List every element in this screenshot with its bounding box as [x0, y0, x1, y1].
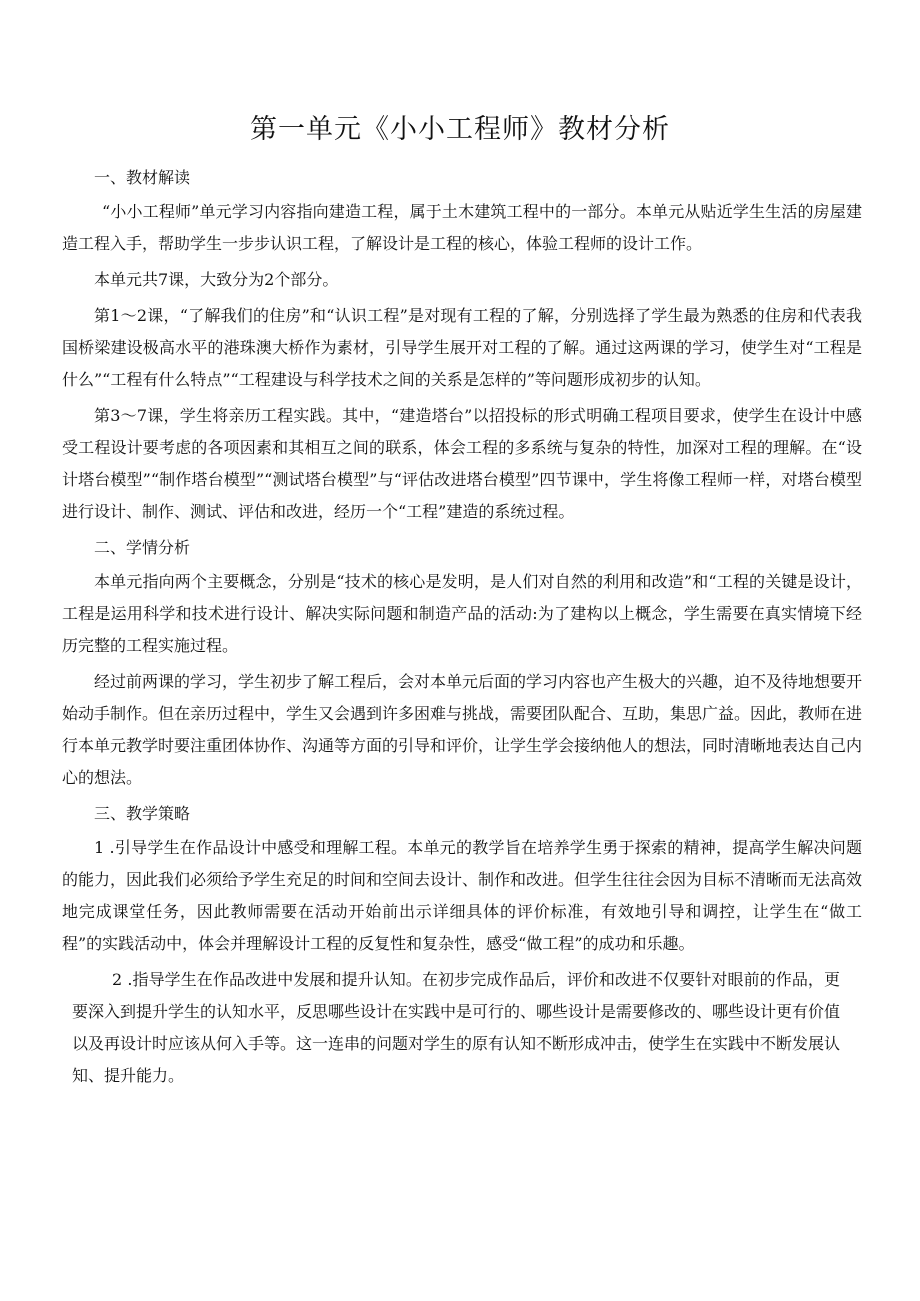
paragraph-lesson-count: 本单元共7课，大致分为2个部分。: [94, 270, 339, 289]
paragraph-student-interest: 经过前两课的学习，学生初步了解工程后，会对本单元后面的学习内容也产生极大的兴趣，迫不及待地想要开始动手制作。但在亲历过程中，学生又会遇到许多困难与挑战，需要团队配合、互助，集思广益。因此，教师在进行本单元教学时要注重团体协作、沟通等方面的引导和评价，让学生学会接纳他人的想法，同时清晰地表达自己内心的想法。: [62, 672, 863, 787]
paragraph-strategy-2: 2 .指导学生在作品改进中发展和提升认知。在初步完成作品后，评价和改进不仅要针对眼前的作品，更要深入到提升学生的认知水平，反思哪些设计在实践中是可行的、哪些设计是需要修改的、哪些设计更有价值以及再设计时应该从何入手等。这一连串的问题对学生的原有认知不断形成冲击，使学生在实践中不断发展认知、提升能力。: [72, 970, 841, 1085]
paragraph-lessons-1-2: 第1〜2课，“了解我们的住房”和“认识工程”是对现有工程的了解，分别选择了学生最为熟悉的住房和代表我国桥梁建设极高水平的港珠澳大桥作为素材，引导学生展开对工程的了解。通过这两课的学习，使学生对“工程是什么”“工程有什么特点”“工程建设与科学技术之间的关系是怎样的”等问题形成初步的认知。: [62, 306, 862, 389]
paragraph-main-concepts: 本单元指向两个主要概念，分别是“技术的核心是发明，是人们对自然的利用和改造”和“工程的关键是设计，工程是运用科学和技术进行设计、解决实际问题和制造产品的活动:为了建构以上概念，学生需要在真实情境下经历完整的工程实施过程。: [62, 572, 862, 655]
section-heading-teaching-strategy: 三、教学策略: [94, 804, 191, 823]
paragraph-unit-overview: “小小工程师”单元学习内容指向建造工程，属于土木建筑工程中的一部分。本单元从贴近学生生活的房屋建造工程入手，帮助学生一步步认识工程，了解设计是工程的核心，体验工程师的设计工作。: [62, 202, 862, 253]
paragraph-lessons-3-7: 第3〜7课，学生将亲历工程实践。其中，“建造塔台”以招投标的形式明确工程项目要求，使学生在设计中感受工程设计要考虑的各项因素和其相互之间的联系，体会工程的多系统与复杂的特性，加深对工程的理解。在“设计塔台模型”“制作塔台模型”“测试塔台模型”与“评估改进塔台模型”四节课中，学生将像工程师一样，对塔台模型进行设计、制作、测试、评估和改进，经历一个“工程”建造的系统过程。: [62, 406, 862, 521]
section-heading-textbook-interpretation: 一、教材解读: [94, 168, 191, 187]
paragraph-strategy-1: 1 .引导学生在作品设计中感受和理解工程。本单元的教学旨在培养学生勇于探索的精神，提高学生解决问题的能力，因此我们必须给予学生充足的时间和空间去设计、制作和改进。但学生往往会因为目标不清晰而无法高效地完成课堂任务，因此教师需要在活动开始前出示详细具体的评价标准，有效地引导和调控，让学生在“做工程”的实践活动中，体会并理解设计工程的反复性和复杂性，感受“做工程”的成功和乐趣。: [62, 838, 863, 953]
document-title: 第一单元《小小工程师》教材分析: [250, 114, 670, 145]
section-heading-learner-analysis: 二、学情分析: [94, 538, 191, 557]
document-body: [62, 160, 862, 1096]
